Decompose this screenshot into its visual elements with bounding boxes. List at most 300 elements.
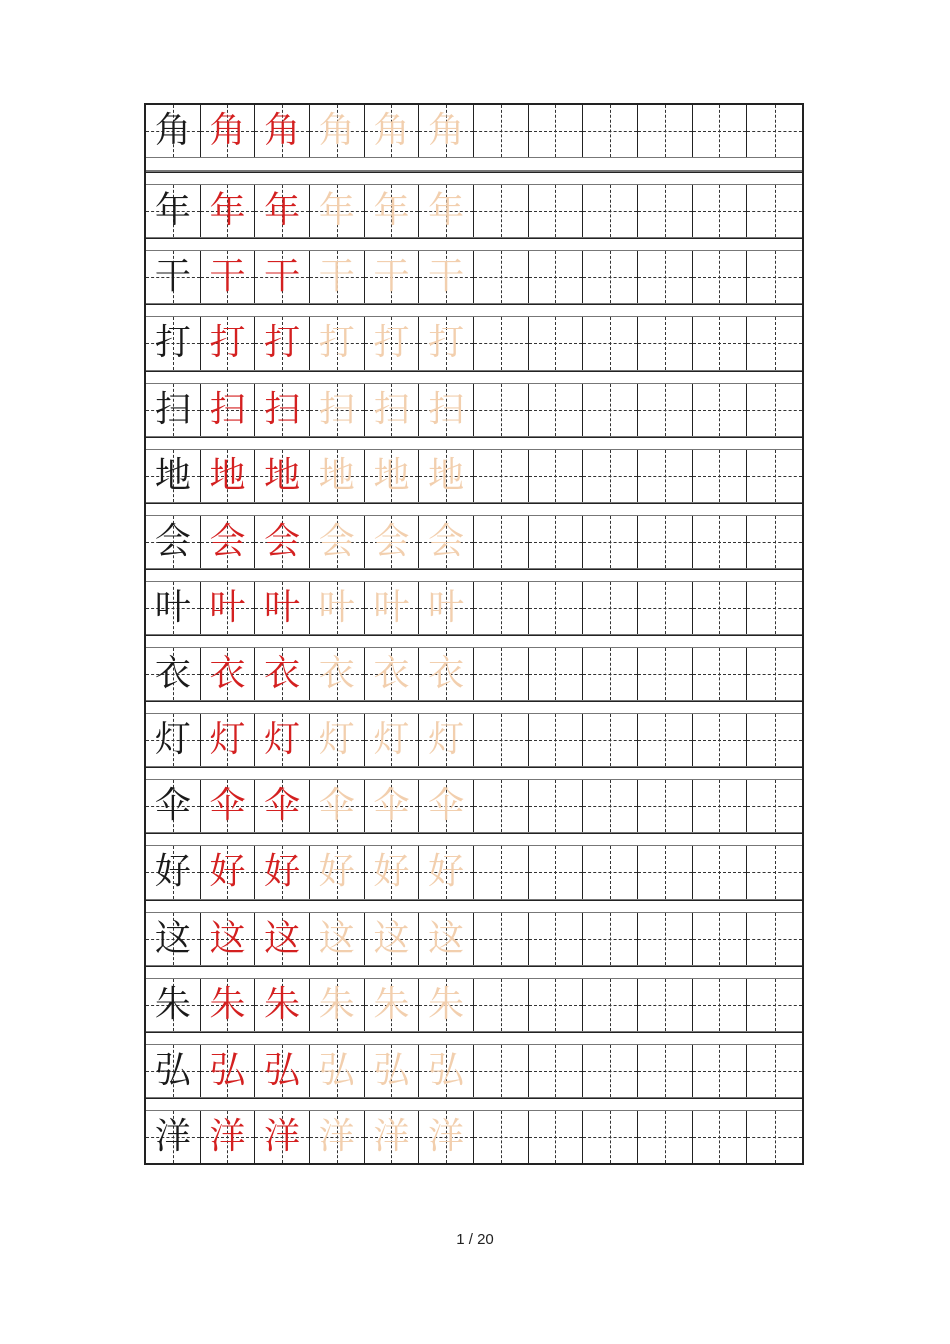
empty-practice-cell[interactable] bbox=[583, 185, 638, 237]
empty-practice-cell[interactable] bbox=[638, 1045, 693, 1097]
trace-character-light: 干 bbox=[428, 256, 465, 298]
empty-practice-cell[interactable] bbox=[474, 1045, 529, 1097]
empty-practice-cell[interactable] bbox=[529, 450, 584, 502]
trace-dark-cell[interactable] bbox=[201, 516, 256, 568]
trace-character-dark: 扫 bbox=[264, 388, 301, 430]
model-character-cell[interactable] bbox=[146, 846, 201, 898]
trace-character-dark: 年 bbox=[264, 190, 301, 232]
empty-practice-cell[interactable] bbox=[693, 384, 748, 436]
empty-practice-cell[interactable] bbox=[529, 251, 584, 303]
cell-strip bbox=[146, 1045, 802, 1097]
practice-row bbox=[146, 171, 802, 237]
empty-practice-cell[interactable] bbox=[529, 913, 584, 965]
cell-strip bbox=[146, 913, 802, 965]
empty-practice-cell[interactable] bbox=[638, 317, 693, 369]
trace-character-dark: 衣 bbox=[264, 653, 301, 695]
trace-light-cell[interactable] bbox=[419, 714, 474, 766]
trace-dark-cell[interactable] bbox=[201, 450, 256, 502]
empty-practice-cell[interactable] bbox=[693, 251, 748, 303]
empty-practice-cell[interactable] bbox=[529, 1111, 584, 1163]
trace-light-cell[interactable] bbox=[365, 317, 420, 369]
practice-row bbox=[146, 370, 802, 436]
empty-practice-cell[interactable] bbox=[638, 582, 693, 634]
trace-character-light: 灯 bbox=[373, 719, 410, 761]
empty-practice-cell[interactable] bbox=[693, 317, 748, 369]
trace-character-light: 干 bbox=[318, 256, 355, 298]
empty-practice-cell[interactable] bbox=[747, 384, 802, 436]
model-character-cell[interactable] bbox=[146, 105, 201, 157]
empty-practice-cell[interactable] bbox=[474, 105, 529, 157]
trace-character-light: 朱 bbox=[318, 983, 355, 1025]
trace-character-light: 这 bbox=[318, 917, 355, 959]
model-character-cell[interactable] bbox=[146, 1111, 201, 1163]
empty-practice-cell[interactable] bbox=[474, 582, 529, 634]
trace-dark-cell[interactable] bbox=[201, 648, 256, 700]
trace-light-cell[interactable] bbox=[365, 450, 420, 502]
practice-sheet bbox=[144, 103, 804, 1165]
empty-practice-cell[interactable] bbox=[638, 780, 693, 832]
row-spacer bbox=[146, 899, 802, 913]
cell-strip bbox=[146, 979, 802, 1031]
empty-practice-cell[interactable] bbox=[693, 450, 748, 502]
trace-dark-cell[interactable] bbox=[255, 317, 310, 369]
empty-practice-cell[interactable] bbox=[638, 1111, 693, 1163]
model-character: 衣 bbox=[154, 653, 191, 695]
trace-light-cell[interactable] bbox=[419, 317, 474, 369]
row-spacer bbox=[146, 700, 802, 714]
model-character-cell[interactable] bbox=[146, 251, 201, 303]
row-spacer bbox=[146, 303, 802, 317]
trace-light-cell[interactable] bbox=[310, 582, 365, 634]
trace-dark-cell[interactable] bbox=[255, 450, 310, 502]
practice-row bbox=[146, 899, 802, 965]
trace-character-dark: 朱 bbox=[264, 983, 301, 1025]
trace-dark-cell[interactable] bbox=[201, 979, 256, 1031]
trace-light-cell[interactable] bbox=[419, 1045, 474, 1097]
cell-strip bbox=[146, 251, 802, 303]
empty-practice-cell[interactable] bbox=[638, 516, 693, 568]
empty-practice-cell[interactable] bbox=[747, 1111, 802, 1163]
cell-strip bbox=[146, 317, 802, 369]
empty-practice-cell[interactable] bbox=[693, 1111, 748, 1163]
empty-practice-cell[interactable] bbox=[583, 317, 638, 369]
model-character-cell[interactable] bbox=[146, 516, 201, 568]
practice-row bbox=[146, 303, 802, 369]
empty-practice-cell[interactable] bbox=[747, 846, 802, 898]
empty-practice-cell[interactable] bbox=[583, 714, 638, 766]
trace-dark-cell[interactable] bbox=[255, 384, 310, 436]
trace-character-dark: 这 bbox=[264, 917, 301, 959]
trace-light-cell[interactable] bbox=[310, 1111, 365, 1163]
model-character: 扫 bbox=[154, 388, 191, 430]
empty-practice-cell[interactable] bbox=[474, 384, 529, 436]
cell-strip bbox=[146, 846, 802, 898]
trace-dark-cell[interactable] bbox=[201, 1111, 256, 1163]
empty-practice-cell[interactable] bbox=[693, 714, 748, 766]
trace-light-cell[interactable] bbox=[310, 846, 365, 898]
trace-light-cell[interactable] bbox=[419, 913, 474, 965]
trace-light-cell[interactable] bbox=[310, 516, 365, 568]
trace-dark-cell[interactable] bbox=[201, 105, 256, 157]
trace-dark-cell[interactable] bbox=[255, 979, 310, 1031]
practice-row bbox=[146, 766, 802, 832]
empty-practice-cell[interactable] bbox=[693, 105, 748, 157]
trace-light-cell[interactable] bbox=[419, 780, 474, 832]
empty-practice-cell[interactable] bbox=[747, 913, 802, 965]
trace-character-dark: 地 bbox=[264, 454, 301, 496]
model-character-cell[interactable] bbox=[146, 582, 201, 634]
empty-practice-cell[interactable] bbox=[583, 913, 638, 965]
trace-dark-cell[interactable] bbox=[255, 582, 310, 634]
practice-row bbox=[146, 237, 802, 303]
trace-light-cell[interactable] bbox=[365, 384, 420, 436]
row-spacer bbox=[146, 568, 802, 582]
row-spacer bbox=[146, 237, 802, 251]
trace-light-cell[interactable] bbox=[310, 450, 365, 502]
trace-character-light: 角 bbox=[373, 110, 410, 152]
trace-light-cell[interactable] bbox=[365, 648, 420, 700]
empty-practice-cell[interactable] bbox=[638, 251, 693, 303]
trace-character-light: 弘 bbox=[318, 1049, 355, 1091]
empty-practice-cell[interactable] bbox=[529, 185, 584, 237]
trace-dark-cell[interactable] bbox=[201, 780, 256, 832]
empty-practice-cell[interactable] bbox=[583, 1111, 638, 1163]
empty-practice-cell[interactable] bbox=[583, 516, 638, 568]
empty-practice-cell[interactable] bbox=[583, 251, 638, 303]
empty-practice-cell[interactable] bbox=[638, 979, 693, 1031]
trace-light-cell[interactable] bbox=[419, 185, 474, 237]
cell-strip bbox=[146, 185, 802, 237]
practice-row bbox=[146, 105, 802, 171]
trace-dark-cell[interactable] bbox=[201, 185, 256, 237]
empty-practice-cell[interactable] bbox=[693, 979, 748, 1031]
empty-practice-cell[interactable] bbox=[529, 582, 584, 634]
trace-character-dark: 干 bbox=[264, 256, 301, 298]
trace-dark-cell[interactable] bbox=[201, 1045, 256, 1097]
empty-practice-cell[interactable] bbox=[638, 185, 693, 237]
trace-light-cell[interactable] bbox=[365, 1111, 420, 1163]
trace-character-light: 地 bbox=[373, 454, 410, 496]
empty-practice-cell[interactable] bbox=[529, 317, 584, 369]
trace-character-light: 朱 bbox=[428, 983, 465, 1025]
empty-practice-cell[interactable] bbox=[638, 913, 693, 965]
model-character-cell[interactable] bbox=[146, 384, 201, 436]
empty-practice-cell[interactable] bbox=[638, 846, 693, 898]
trace-character-dark: 伞 bbox=[209, 785, 246, 827]
trace-dark-cell[interactable] bbox=[201, 251, 256, 303]
trace-light-cell[interactable] bbox=[365, 105, 420, 157]
empty-practice-cell[interactable] bbox=[693, 846, 748, 898]
practice-row bbox=[146, 965, 802, 1031]
trace-character-dark: 年 bbox=[209, 190, 246, 232]
empty-practice-cell[interactable] bbox=[474, 846, 529, 898]
empty-practice-cell[interactable] bbox=[474, 185, 529, 237]
cell-strip bbox=[146, 384, 802, 436]
trace-light-cell[interactable] bbox=[365, 913, 420, 965]
trace-character-light: 扫 bbox=[428, 388, 465, 430]
trace-character-dark: 会 bbox=[264, 520, 301, 562]
trace-light-cell[interactable] bbox=[365, 582, 420, 634]
trace-character-dark: 好 bbox=[264, 851, 301, 893]
empty-practice-cell[interactable] bbox=[693, 1045, 748, 1097]
empty-practice-cell[interactable] bbox=[529, 714, 584, 766]
empty-practice-cell[interactable] bbox=[747, 516, 802, 568]
empty-practice-cell[interactable] bbox=[529, 648, 584, 700]
trace-light-cell[interactable] bbox=[419, 384, 474, 436]
trace-character-light: 打 bbox=[428, 322, 465, 364]
trace-light-cell[interactable] bbox=[419, 1111, 474, 1163]
model-character-cell[interactable] bbox=[146, 185, 201, 237]
row-spacer bbox=[146, 436, 802, 450]
trace-character-light: 角 bbox=[318, 110, 355, 152]
practice-row bbox=[146, 436, 802, 502]
practice-row bbox=[146, 634, 802, 700]
trace-character-light: 这 bbox=[428, 917, 465, 959]
model-character: 好 bbox=[154, 851, 191, 893]
trace-light-cell[interactable] bbox=[310, 979, 365, 1031]
empty-practice-cell[interactable] bbox=[529, 846, 584, 898]
trace-dark-cell[interactable] bbox=[201, 846, 256, 898]
empty-practice-cell[interactable] bbox=[474, 979, 529, 1031]
model-character: 叶 bbox=[154, 586, 191, 628]
trace-light-cell[interactable] bbox=[310, 714, 365, 766]
row-spacer bbox=[146, 1097, 802, 1111]
trace-character-dark: 角 bbox=[209, 110, 246, 152]
model-character-cell[interactable] bbox=[146, 780, 201, 832]
trace-light-cell[interactable] bbox=[365, 251, 420, 303]
trace-character-light: 好 bbox=[318, 851, 355, 893]
empty-practice-cell[interactable] bbox=[529, 105, 584, 157]
trace-character-light: 洋 bbox=[318, 1115, 355, 1157]
empty-practice-cell[interactable] bbox=[747, 450, 802, 502]
trace-dark-cell[interactable] bbox=[201, 714, 256, 766]
trace-character-dark: 洋 bbox=[264, 1115, 301, 1157]
empty-practice-cell[interactable] bbox=[693, 582, 748, 634]
trace-light-cell[interactable] bbox=[365, 185, 420, 237]
trace-dark-cell[interactable] bbox=[255, 780, 310, 832]
cell-strip bbox=[146, 714, 802, 766]
empty-practice-cell[interactable] bbox=[474, 251, 529, 303]
model-character: 弘 bbox=[154, 1049, 191, 1091]
empty-practice-cell[interactable] bbox=[747, 105, 802, 157]
trace-character-light: 打 bbox=[318, 322, 355, 364]
empty-practice-cell[interactable] bbox=[583, 384, 638, 436]
trace-light-cell[interactable] bbox=[365, 979, 420, 1031]
empty-practice-cell[interactable] bbox=[693, 516, 748, 568]
empty-practice-cell[interactable] bbox=[747, 317, 802, 369]
trace-dark-cell[interactable] bbox=[201, 384, 256, 436]
trace-light-cell[interactable] bbox=[419, 450, 474, 502]
trace-light-cell[interactable] bbox=[365, 780, 420, 832]
trace-light-cell[interactable] bbox=[310, 384, 365, 436]
trace-character-dark: 灯 bbox=[209, 719, 246, 761]
model-character-cell[interactable] bbox=[146, 450, 201, 502]
empty-practice-cell[interactable] bbox=[529, 979, 584, 1031]
trace-character-light: 叶 bbox=[318, 586, 355, 628]
trace-character-light: 打 bbox=[373, 322, 410, 364]
model-character-cell[interactable] bbox=[146, 913, 201, 965]
trace-character-light: 地 bbox=[428, 454, 465, 496]
trace-dark-cell[interactable] bbox=[201, 913, 256, 965]
empty-practice-cell[interactable] bbox=[474, 1111, 529, 1163]
trace-light-cell[interactable] bbox=[310, 251, 365, 303]
model-character-cell[interactable] bbox=[146, 648, 201, 700]
trace-character-light: 干 bbox=[373, 256, 410, 298]
trace-dark-cell[interactable] bbox=[201, 582, 256, 634]
empty-practice-cell[interactable] bbox=[638, 384, 693, 436]
trace-light-cell[interactable] bbox=[419, 251, 474, 303]
trace-character-light: 朱 bbox=[373, 983, 410, 1025]
trace-character-light: 弘 bbox=[428, 1049, 465, 1091]
empty-practice-cell[interactable] bbox=[474, 516, 529, 568]
empty-practice-cell[interactable] bbox=[529, 1045, 584, 1097]
trace-character-light: 洋 bbox=[373, 1115, 410, 1157]
trace-dark-cell[interactable] bbox=[255, 1111, 310, 1163]
model-character-cell[interactable] bbox=[146, 1045, 201, 1097]
trace-light-cell[interactable] bbox=[310, 185, 365, 237]
empty-practice-cell[interactable] bbox=[583, 105, 638, 157]
trace-character-dark: 打 bbox=[209, 322, 246, 364]
trace-light-cell[interactable] bbox=[310, 317, 365, 369]
trace-light-cell[interactable] bbox=[310, 780, 365, 832]
empty-practice-cell[interactable] bbox=[474, 648, 529, 700]
trace-character-dark: 打 bbox=[264, 322, 301, 364]
row-spacer bbox=[146, 1031, 802, 1045]
trace-light-cell[interactable] bbox=[310, 648, 365, 700]
trace-dark-cell[interactable] bbox=[255, 105, 310, 157]
trace-character-light: 伞 bbox=[428, 785, 465, 827]
trace-light-cell[interactable] bbox=[419, 105, 474, 157]
trace-light-cell[interactable] bbox=[365, 714, 420, 766]
trace-character-light: 地 bbox=[318, 454, 355, 496]
row-spacer bbox=[146, 832, 802, 846]
trace-character-dark: 会 bbox=[209, 520, 246, 562]
empty-practice-cell[interactable] bbox=[693, 185, 748, 237]
trace-dark-cell[interactable] bbox=[255, 714, 310, 766]
trace-character-light: 灯 bbox=[318, 719, 355, 761]
empty-practice-cell[interactable] bbox=[583, 780, 638, 832]
empty-practice-cell[interactable] bbox=[638, 105, 693, 157]
empty-practice-cell[interactable] bbox=[638, 714, 693, 766]
trace-light-cell[interactable] bbox=[365, 516, 420, 568]
practice-row bbox=[146, 1031, 802, 1097]
model-character-cell[interactable] bbox=[146, 714, 201, 766]
trace-character-light: 叶 bbox=[428, 586, 465, 628]
empty-practice-cell[interactable] bbox=[747, 251, 802, 303]
empty-practice-cell[interactable] bbox=[638, 450, 693, 502]
row-spacer bbox=[146, 502, 802, 516]
empty-practice-cell[interactable] bbox=[747, 979, 802, 1031]
model-character: 会 bbox=[154, 520, 191, 562]
trace-light-cell[interactable] bbox=[310, 105, 365, 157]
practice-row bbox=[146, 1097, 802, 1163]
trace-character-light: 洋 bbox=[428, 1115, 465, 1157]
model-character-cell[interactable] bbox=[146, 979, 201, 1031]
trace-light-cell[interactable] bbox=[419, 516, 474, 568]
trace-character-light: 好 bbox=[373, 851, 410, 893]
empty-practice-cell[interactable] bbox=[474, 780, 529, 832]
trace-character-dark: 弘 bbox=[209, 1049, 246, 1091]
empty-practice-cell[interactable] bbox=[529, 384, 584, 436]
empty-practice-cell[interactable] bbox=[693, 780, 748, 832]
trace-character-dark: 叶 bbox=[209, 586, 246, 628]
empty-practice-cell[interactable] bbox=[474, 317, 529, 369]
trace-character-dark: 这 bbox=[209, 917, 246, 959]
trace-light-cell[interactable] bbox=[419, 979, 474, 1031]
empty-practice-cell[interactable] bbox=[583, 450, 638, 502]
trace-character-dark: 朱 bbox=[209, 983, 246, 1025]
trace-character-dark: 灯 bbox=[264, 719, 301, 761]
model-character: 这 bbox=[154, 917, 191, 959]
trace-dark-cell[interactable] bbox=[255, 1045, 310, 1097]
trace-character-dark: 角 bbox=[264, 110, 301, 152]
trace-character-light: 年 bbox=[373, 190, 410, 232]
trace-character-dark: 洋 bbox=[209, 1115, 246, 1157]
empty-practice-cell[interactable] bbox=[638, 648, 693, 700]
trace-light-cell[interactable] bbox=[419, 582, 474, 634]
trace-dark-cell[interactable] bbox=[255, 251, 310, 303]
trace-light-cell[interactable] bbox=[419, 648, 474, 700]
empty-practice-cell[interactable] bbox=[474, 913, 529, 965]
empty-practice-cell[interactable] bbox=[747, 1045, 802, 1097]
empty-practice-cell[interactable] bbox=[747, 185, 802, 237]
empty-practice-cell[interactable] bbox=[747, 714, 802, 766]
trace-dark-cell[interactable] bbox=[255, 185, 310, 237]
model-character: 角 bbox=[154, 110, 191, 152]
practice-row bbox=[146, 568, 802, 634]
empty-practice-cell[interactable] bbox=[583, 1045, 638, 1097]
empty-practice-cell[interactable] bbox=[474, 450, 529, 502]
model-character: 年 bbox=[154, 190, 191, 232]
empty-practice-cell[interactable] bbox=[583, 846, 638, 898]
trace-dark-cell[interactable] bbox=[255, 913, 310, 965]
empty-practice-cell[interactable] bbox=[583, 648, 638, 700]
trace-dark-cell[interactable] bbox=[255, 648, 310, 700]
trace-light-cell[interactable] bbox=[310, 1045, 365, 1097]
empty-practice-cell[interactable] bbox=[529, 780, 584, 832]
model-character: 打 bbox=[154, 322, 191, 364]
row-spacer bbox=[146, 634, 802, 648]
trace-character-light: 这 bbox=[373, 917, 410, 959]
cell-strip bbox=[146, 648, 802, 700]
empty-practice-cell[interactable] bbox=[747, 582, 802, 634]
trace-light-cell[interactable] bbox=[419, 846, 474, 898]
trace-character-dark: 好 bbox=[209, 851, 246, 893]
trace-dark-cell[interactable] bbox=[255, 516, 310, 568]
empty-practice-cell[interactable] bbox=[583, 582, 638, 634]
model-character: 洋 bbox=[154, 1115, 191, 1157]
trace-character-light: 角 bbox=[428, 110, 465, 152]
empty-practice-cell[interactable] bbox=[529, 516, 584, 568]
trace-character-light: 年 bbox=[428, 190, 465, 232]
trace-character-dark: 衣 bbox=[209, 653, 246, 695]
trace-light-cell[interactable] bbox=[310, 913, 365, 965]
empty-practice-cell[interactable] bbox=[693, 648, 748, 700]
empty-practice-cell[interactable] bbox=[474, 714, 529, 766]
empty-practice-cell[interactable] bbox=[693, 913, 748, 965]
trace-character-light: 会 bbox=[373, 520, 410, 562]
empty-practice-cell[interactable] bbox=[747, 648, 802, 700]
empty-practice-cell[interactable] bbox=[747, 780, 802, 832]
trace-dark-cell[interactable] bbox=[255, 846, 310, 898]
trace-character-light: 扫 bbox=[318, 388, 355, 430]
model-character-cell[interactable] bbox=[146, 317, 201, 369]
trace-light-cell[interactable] bbox=[365, 846, 420, 898]
empty-practice-cell[interactable] bbox=[583, 979, 638, 1031]
trace-light-cell[interactable] bbox=[365, 1045, 420, 1097]
trace-dark-cell[interactable] bbox=[201, 317, 256, 369]
trace-character-dark: 地 bbox=[209, 454, 246, 496]
